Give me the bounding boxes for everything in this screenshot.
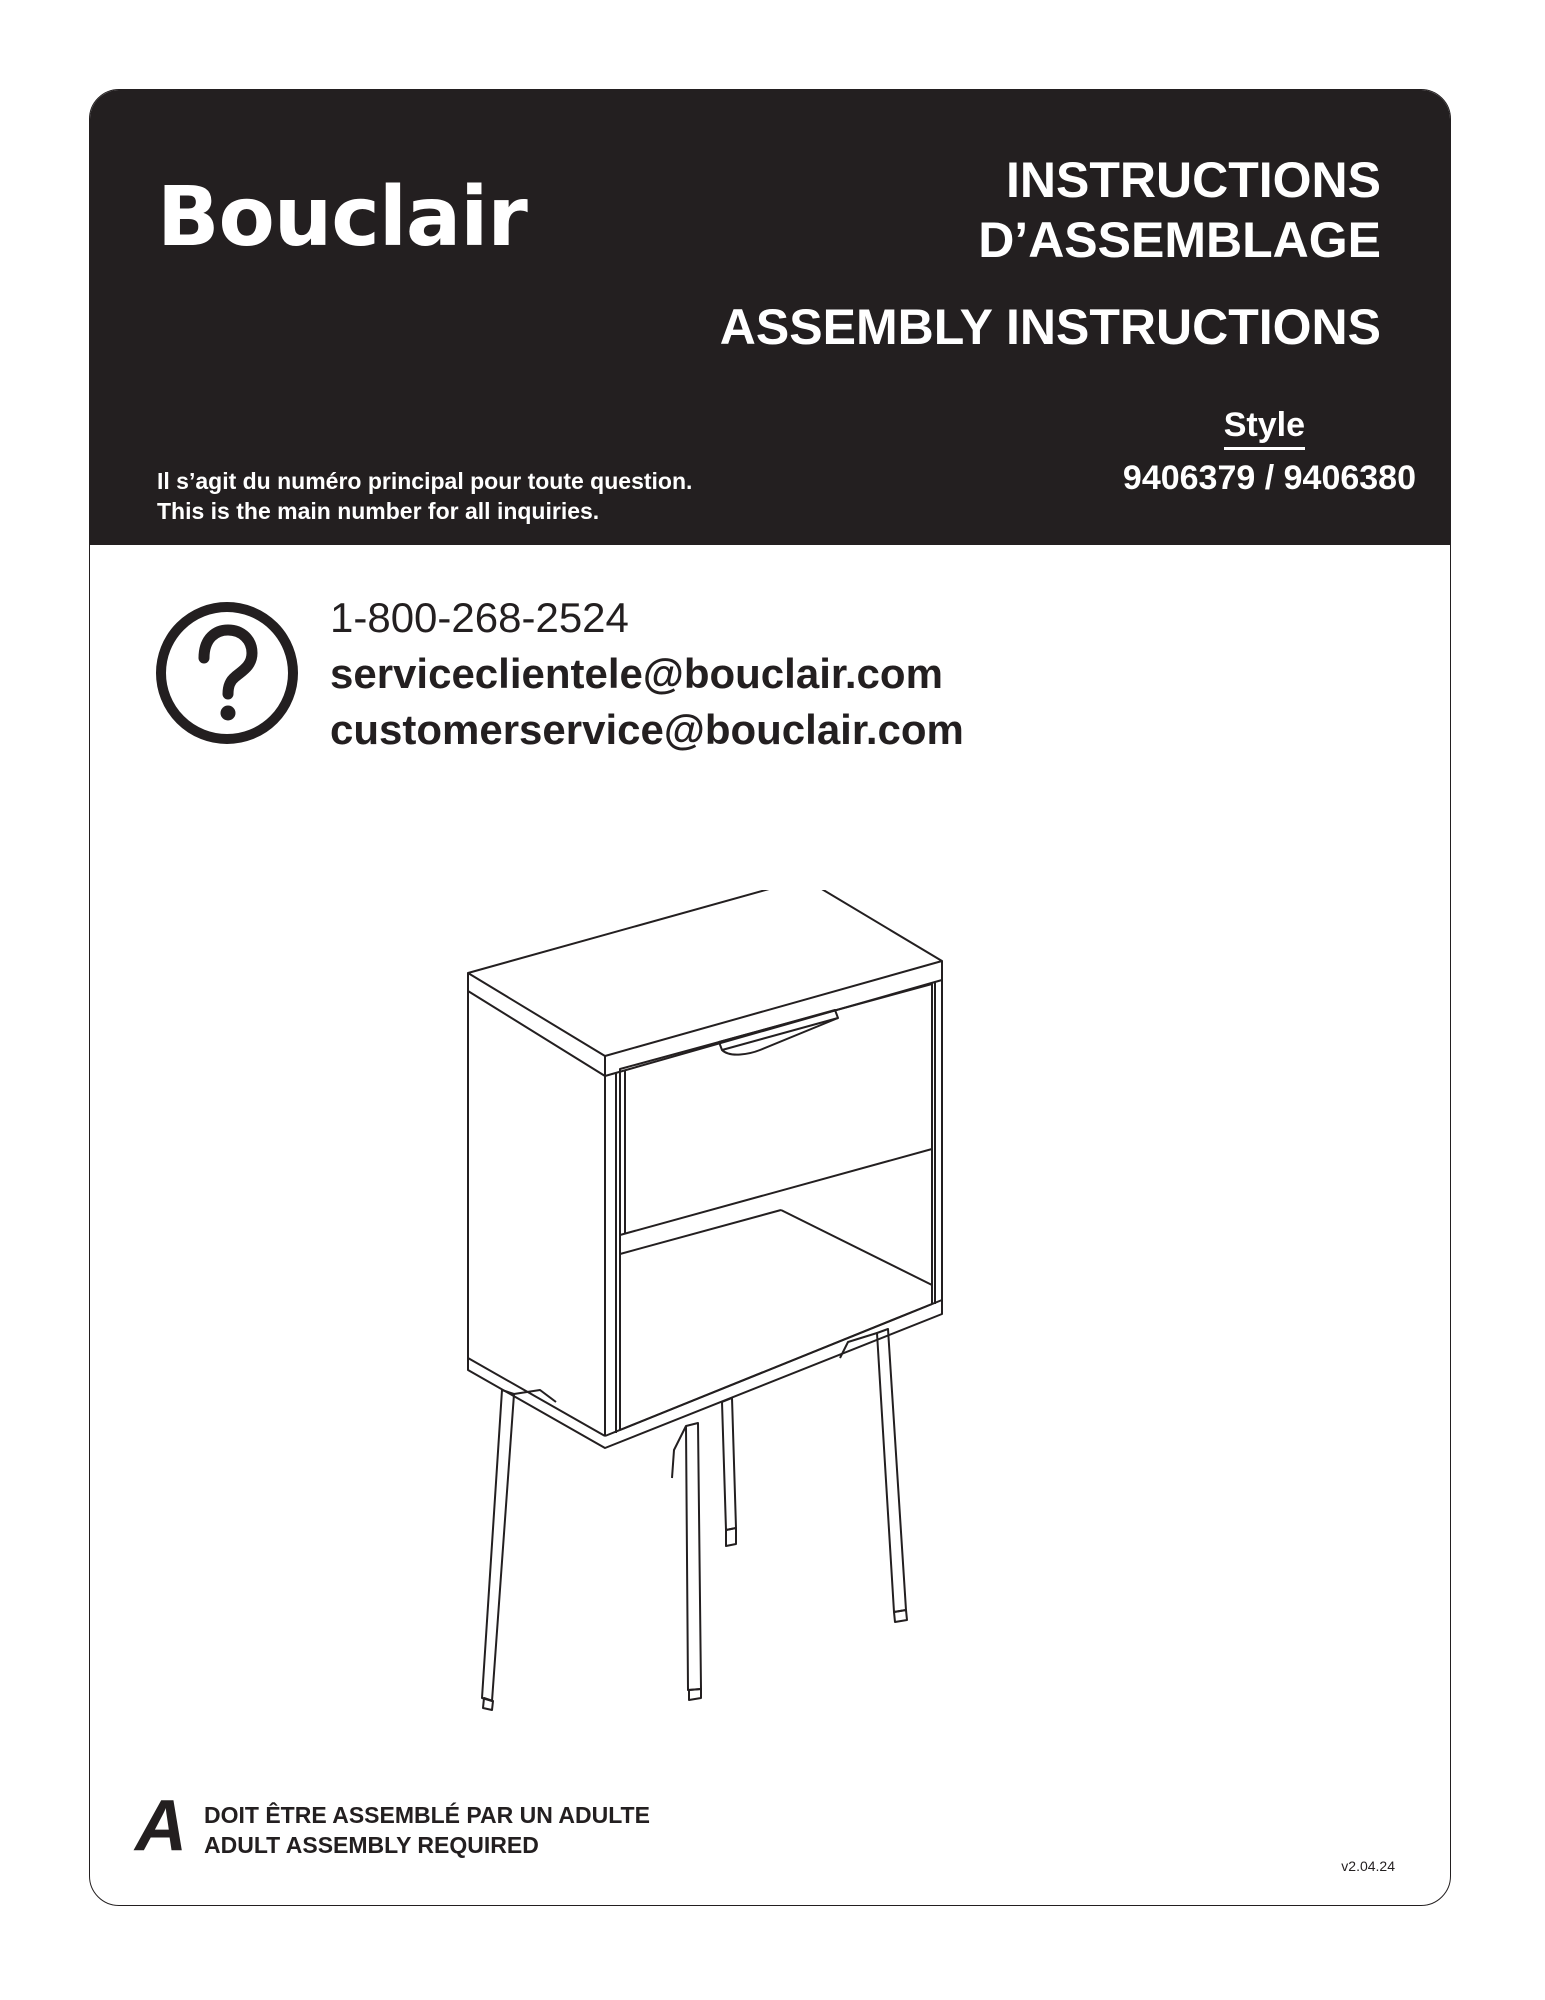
- title-english: ASSEMBLY INSTRUCTIONS: [719, 299, 1381, 355]
- main-number-note: [157, 466, 692, 526]
- instruction-sheet: [89, 89, 1451, 1906]
- email-english[interactable]: customerservice@bouclair.com: [330, 706, 964, 753]
- question-circle-icon: [154, 600, 300, 746]
- adult-assembly-en: ADULT ASSEMBLY REQUIRED: [204, 1832, 539, 1858]
- style-label: Style: [1224, 406, 1305, 450]
- title-french-line1: INSTRUCTIONS: [1006, 152, 1381, 208]
- adult-assembly-note: [204, 1800, 650, 1860]
- title-french: [978, 150, 1381, 270]
- contact-block: [330, 590, 964, 758]
- nightstand-illustration: [460, 890, 1100, 1790]
- email-french[interactable]: serviceclientele@bouclair.com: [330, 650, 943, 697]
- header-banner: [90, 90, 1450, 545]
- version-label: v2.04.24: [1341, 1858, 1395, 1874]
- main-number-note-fr: Il s’agit du numéro principal pour toute question.: [157, 468, 693, 494]
- title-french-line2: D’ASSEMBLAGE: [978, 212, 1381, 268]
- bouclair-logo: Bouclair: [157, 170, 527, 265]
- style-number: 9406379 / 9406380: [1122, 459, 1416, 497]
- main-number-note-en: This is the main number for all inquiries.: [157, 498, 600, 524]
- phone-number[interactable]: 1-800-268-2524: [330, 594, 629, 641]
- adult-assembly-fr: DOIT ÊTRE ASSEMBLÉ PAR UN ADULTE: [204, 1802, 650, 1828]
- adult-icon: A: [135, 1786, 187, 1866]
